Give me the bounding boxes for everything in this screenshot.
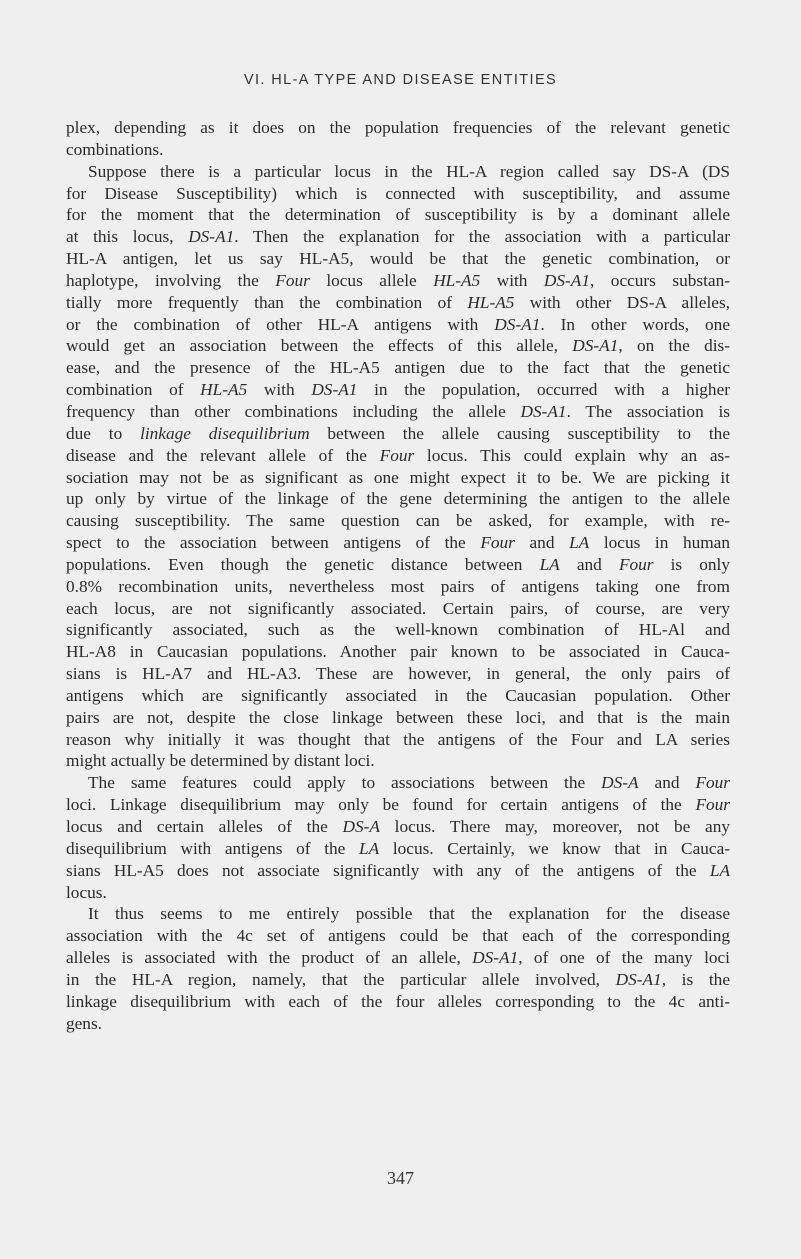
text-span: and xyxy=(638,773,696,793)
text-line xyxy=(66,860,730,882)
text-line xyxy=(66,991,730,1013)
text-span: , occurs substan- xyxy=(590,270,730,290)
text-line xyxy=(66,117,730,139)
text-line xyxy=(66,903,730,925)
text-span: gens. xyxy=(66,1013,102,1033)
text-span: loci. Linkage disequilibrium may only be found for certain antigens of the xyxy=(66,795,696,815)
text-span: and xyxy=(514,533,570,553)
text-span: association with the 4c set of antigens could be that each of the corresponding xyxy=(66,926,730,946)
text-span: locus and certain alleles of the xyxy=(66,817,343,836)
text-span: . The association is xyxy=(566,401,730,421)
text-line xyxy=(66,707,730,729)
italic-term: DS-A1 xyxy=(311,380,358,400)
text-span: populations. Even though the genetic distance between xyxy=(66,554,540,574)
running-head: VI. HL-A TYPE AND DISEASE ENTITIES xyxy=(243,72,558,88)
italic-term: HL-A5 xyxy=(200,380,248,400)
text-span: sians is HL-A7 and HL-A3. These are however, in general, the only pairs of xyxy=(66,664,730,684)
text-line xyxy=(66,969,730,991)
text-line xyxy=(66,576,730,598)
italic-term: Four xyxy=(695,773,730,793)
text-line xyxy=(66,663,730,685)
text-line xyxy=(66,641,730,663)
italic-term: DS-A1 xyxy=(543,270,590,290)
text-span: combination of xyxy=(66,380,201,400)
body-text xyxy=(66,117,730,1034)
text-span: is only xyxy=(653,554,731,574)
text-span: frequency than other combinations including the allele xyxy=(66,401,521,421)
italic-term: Four xyxy=(695,795,730,815)
text-span: between the allele causing susceptibility to the xyxy=(309,423,730,443)
text-line xyxy=(66,816,730,838)
italic-term: HL-A5 xyxy=(433,270,481,290)
text-span: locus. There may, moreover, not be any xyxy=(379,817,730,836)
text-span: up only by virtue of the linkage of the gene determining the antigen to the allele xyxy=(66,489,730,509)
text-span: locus in human xyxy=(589,533,730,553)
text-line xyxy=(66,838,730,860)
text-span: disequilibrium with antigens of the xyxy=(66,838,359,858)
text-span: 0.8% recombination units, nevertheless most pairs of antigens taking one from xyxy=(66,576,730,596)
text-line xyxy=(66,750,730,772)
text-span: tially more frequently than the combination of xyxy=(66,292,468,312)
text-span: , of one of the many loci xyxy=(518,948,730,968)
text-span: disease and the relevant allele of the xyxy=(66,445,380,465)
italic-term: Four xyxy=(480,533,515,553)
italic-term: DS-A1 xyxy=(572,336,619,356)
text-line xyxy=(66,685,730,707)
text-line xyxy=(66,947,730,969)
italic-term: LA xyxy=(709,860,730,880)
text-line xyxy=(66,488,730,510)
italic-term: LA xyxy=(539,554,560,574)
text-span: sians HL-A5 does not associate significantly with any of the antigens of the xyxy=(66,860,710,880)
text-span: with other DS-A alleles, xyxy=(514,292,730,312)
text-span: with xyxy=(247,380,312,400)
text-span: significantly associated, such as the well-known combination of HL-Al and xyxy=(66,620,730,640)
text-span: sociation may not be as significant as one might expect it to be. We are picking it xyxy=(66,467,730,487)
text-span: causing susceptibility. The same question can be asked, for example, with re- xyxy=(66,511,730,531)
italic-term: Four xyxy=(379,445,415,465)
text-line xyxy=(66,139,730,161)
text-line xyxy=(66,226,730,248)
text-span: , is the xyxy=(661,969,730,989)
text-line xyxy=(66,379,730,401)
text-span: at this locus, xyxy=(66,227,189,247)
text-line xyxy=(66,510,730,532)
italic-term: linkage disequilibrium xyxy=(140,423,310,443)
text-line xyxy=(66,619,730,641)
text-line xyxy=(66,357,730,379)
text-span: linkage disequilibrium with each of the four alleles corresponding to the 4c anti- xyxy=(66,991,730,1011)
text-span: locus. This could explain why an as- xyxy=(414,445,730,465)
text-line xyxy=(66,335,730,357)
text-span: plex, depending as it does on the population frequencies of the relevant genetic xyxy=(66,118,730,137)
italic-term: DS-A xyxy=(601,773,639,793)
text-span: The same features could apply to associations between the xyxy=(88,773,602,793)
text-span: combinations. xyxy=(66,139,164,159)
text-span: with xyxy=(480,270,544,290)
text-line xyxy=(66,598,730,620)
text-line xyxy=(66,445,730,467)
text-line xyxy=(66,467,730,489)
text-line xyxy=(66,401,730,423)
text-span: each locus, are not significantly associated. Certain pairs, of course, are very xyxy=(66,598,730,618)
text-span: , on the dis- xyxy=(618,336,730,356)
text-line xyxy=(66,882,730,904)
text-span: ease, and the presence of the HL-A5 antigen due to the fact that the genetic xyxy=(66,358,730,378)
text-span: locus. xyxy=(66,882,107,902)
text-span: locus. Certainly, we know that in Cauca- xyxy=(379,838,730,858)
text-span: spect to the association between antigens of the xyxy=(66,533,481,553)
italic-term: HL-A5 xyxy=(467,292,515,312)
text-span: HL-A antigen, let us say HL-A5, would be that the genetic combination, or xyxy=(66,249,730,269)
text-span: Suppose there is a particular locus in the HL-A region called say DS-A (DS xyxy=(88,161,730,181)
text-line xyxy=(66,532,730,554)
italic-term: Four xyxy=(275,270,310,290)
italic-term: LA xyxy=(358,838,380,858)
text-span: pairs are not, despite the close linkage between these loci, and that is the main xyxy=(66,707,730,727)
text-line xyxy=(66,772,730,794)
text-span: for the moment that the determination of susceptibility is by a dominant allele xyxy=(66,205,730,225)
italic-term: DS-A1 xyxy=(188,227,235,247)
text-span: haplotype, involving the xyxy=(66,270,276,290)
text-span: alleles is associated with the product of an allele, xyxy=(66,948,473,968)
text-line xyxy=(66,423,730,445)
text-line xyxy=(66,729,730,751)
text-span: It thus seems to me entirely possible that the explanation for the disease xyxy=(88,904,730,924)
text-span: due to xyxy=(66,423,141,443)
text-line xyxy=(66,183,730,205)
italic-term: Four xyxy=(618,554,654,574)
text-span: locus allele xyxy=(309,270,434,290)
text-span: in the HL-A region, namely, that the particular allele involved, xyxy=(66,969,616,989)
text-span: HL-A8 in Caucasian populations. Another pair known to be associated in Cauca- xyxy=(66,642,730,662)
text-span: . In other words, one xyxy=(540,314,730,334)
italic-term: DS-A1 xyxy=(520,401,567,421)
italic-term: DS-A1 xyxy=(494,314,541,334)
text-line xyxy=(66,794,730,816)
text-span: or the combination of other HL-A antigens with xyxy=(66,314,495,334)
text-span: in the population, occurred with a higher xyxy=(357,380,730,400)
text-line xyxy=(66,270,730,292)
page-number: 347 xyxy=(387,1168,414,1188)
text-span: and xyxy=(559,554,619,574)
italic-term: LA xyxy=(569,533,590,553)
text-line xyxy=(66,161,730,183)
text-line xyxy=(66,292,730,314)
text-line xyxy=(66,314,730,336)
text-line xyxy=(66,204,730,226)
italic-term: DS-A xyxy=(342,817,380,836)
text-line xyxy=(66,1013,730,1035)
text-span: would get an association between the effects of this allele, xyxy=(66,336,573,356)
text-span: reason why initially it was thought that the antigens of the Four and LA series xyxy=(66,729,730,749)
text-span: antigens which are significantly associated in the Caucasian population. Other xyxy=(66,685,730,705)
text-span: might actually be determined by distant loci. xyxy=(66,751,375,771)
italic-term: DS-A1 xyxy=(615,969,662,989)
text-span: for Disease Susceptibility) which is connected with susceptibility, and assume xyxy=(66,183,730,203)
text-line xyxy=(66,925,730,947)
text-line xyxy=(66,248,730,270)
text-span: . Then the explanation for the association with a particular xyxy=(234,227,730,247)
italic-term: DS-A1 xyxy=(472,948,519,968)
text-line xyxy=(66,554,730,576)
